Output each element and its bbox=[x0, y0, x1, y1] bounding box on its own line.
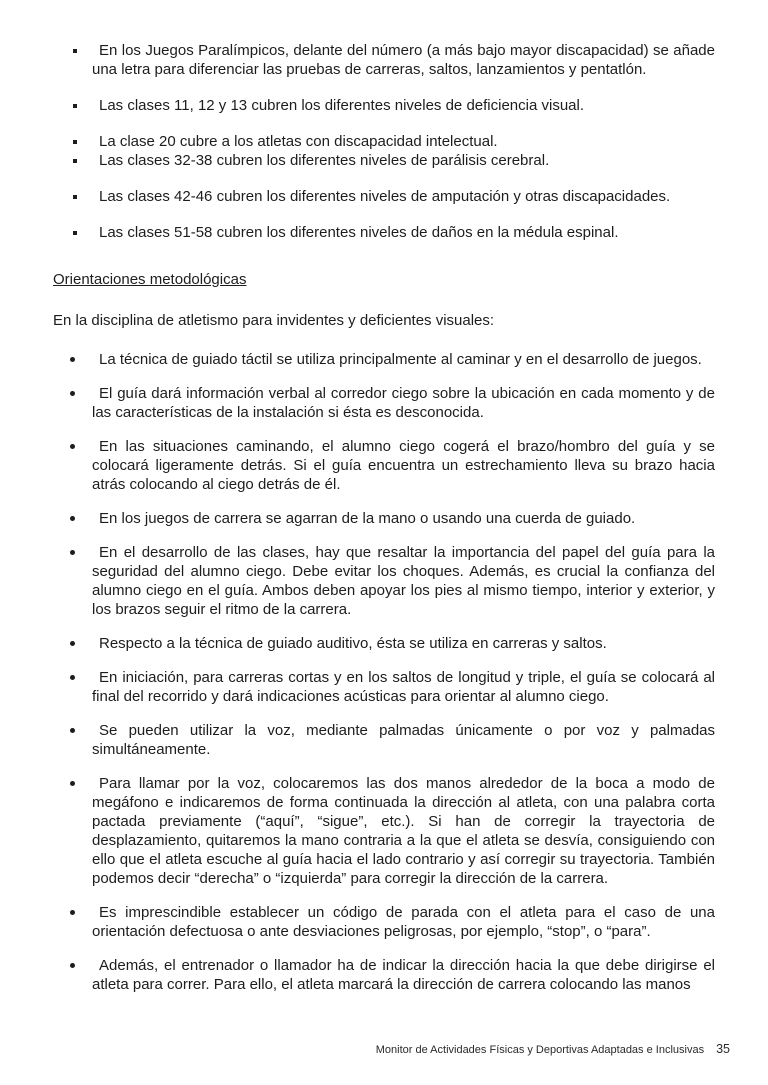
list-item-text: Las clases 32-38 cubren los diferentes niveles de parálisis cerebral. bbox=[99, 152, 550, 169]
list-item-text: Se pueden utilizar la voz, mediante palmadas únicamente o por voz y palmadas simultáneamente. bbox=[92, 722, 715, 758]
list-item-text: Además, el entrenador o llamador ha de indicar la dirección hacia la que debe dirigirse el atleta para correr. Para ello, el atleta marcará la dirección de carrera colocando las manos bbox=[92, 957, 715, 993]
list-item bbox=[53, 151, 715, 170]
page-footer bbox=[376, 1042, 730, 1057]
list-item bbox=[53, 956, 715, 994]
square-bullet-icon bbox=[73, 195, 77, 199]
list-item bbox=[53, 132, 715, 151]
round-bullet-icon bbox=[70, 444, 75, 449]
list-item-text: En las situaciones caminando, el alumno ciego cogerá el brazo/hombro del guía y se colocará ligeramente detrás. Si el guía encuentra un estrechamiento lleva su brazo hacia atrás colocando al ciego detrás de él. bbox=[92, 438, 715, 493]
list-item-text: Para llamar por la voz, colocaremos las dos manos alrededor de la boca a modo de megáfono e indicaremos de forma continuada la dirección al atleta, con una palabra corta pactada previamente (“aquí”, “sigue”, etc.). Si han de corregir la trayectoria de desplazamiento, quitaremos la mano contraria a la que el atleta se desvía, consiguiendo con ello que el atleta escuche al guía hacia el lado contrario y así corregir su trayectoria. También podemos decir “derecha” o “izquierda” para corregir la dirección de la carrera. bbox=[92, 775, 715, 887]
round-bullet-icon bbox=[70, 641, 75, 646]
round-bullet-icon bbox=[70, 910, 75, 915]
list-item-text: La clase 20 cubre a los atletas con discapacidad intelectual. bbox=[99, 133, 498, 150]
list-item bbox=[53, 41, 715, 79]
list-item-text: En iniciación, para carreras cortas y en los saltos de longitud y triple, el guía se colocará al final del recorrido y dará indicaciones acústicas para orientar al alumno ciego. bbox=[92, 669, 715, 705]
list-item bbox=[53, 437, 715, 494]
list-item bbox=[53, 634, 715, 653]
square-bullet-icon bbox=[73, 140, 77, 144]
list-item bbox=[53, 350, 715, 369]
classification-list bbox=[53, 41, 715, 242]
list-item-text: Las clases 51-58 cubren los diferentes niveles de daños en la médula espinal. bbox=[99, 224, 619, 241]
list-item-text: En el desarrollo de las clases, hay que resaltar la importancia del papel del guía para la seguridad del alumno ciego. Debe evitar los choques. Además, es crucial la confianza del alumno ciego en el guía. Ambos deben apoyar los pies al mismo tiempo, interior y exterior, y los brazos seguir el ritmo de la carrera. bbox=[92, 544, 715, 618]
intro-paragraph: En la disciplina de atletismo para invidentes y deficientes visuales: bbox=[53, 312, 495, 329]
list-item bbox=[53, 668, 715, 706]
list-item-text: Respecto a la técnica de guiado auditivo, ésta se utiliza en carreras y saltos. bbox=[99, 635, 607, 652]
square-bullet-icon bbox=[73, 231, 77, 235]
square-bullet-icon bbox=[73, 104, 77, 108]
list-item bbox=[53, 223, 715, 242]
page-number: 35 bbox=[716, 1042, 730, 1056]
list-item-text: Las clases 11, 12 y 13 cubren los diferentes niveles de deficiencia visual. bbox=[99, 97, 585, 114]
list-item bbox=[53, 721, 715, 759]
list-item-text: En los juegos de carrera se agarran de la mano o usando una cuerda de guiado. bbox=[99, 510, 636, 527]
square-bullet-icon bbox=[73, 49, 77, 53]
list-item-text: Es imprescindible establecer un código de parada con el atleta para el caso de una orientación defectuosa o ante desviaciones peligrosas, por ejemplo, “stop”, o “para”. bbox=[92, 904, 715, 940]
section-heading: Orientaciones metodológicas bbox=[53, 271, 247, 288]
square-bullet-icon bbox=[73, 159, 77, 163]
round-bullet-icon bbox=[70, 781, 75, 786]
round-bullet-icon bbox=[70, 728, 75, 733]
list-item bbox=[53, 96, 715, 115]
list-item bbox=[53, 187, 715, 206]
list-item bbox=[53, 903, 715, 941]
list-item-text: En los Juegos Paralímpicos, delante del número (a más bajo mayor discapacidad) se añade una letra para diferenciar las pruebas de carreras, saltos, lanzamientos y pentatlón. bbox=[92, 42, 715, 78]
round-bullet-icon bbox=[70, 516, 75, 521]
methodology-list bbox=[53, 350, 715, 994]
list-item bbox=[53, 543, 715, 619]
list-item-text: El guía dará información verbal al corredor ciego sobre la ubicación en cada momento y de las características de la instalación si ésta es desconocida. bbox=[92, 385, 715, 421]
list-item-text: La técnica de guiado táctil se utiliza principalmente al caminar y en el desarrollo de juegos. bbox=[99, 351, 702, 368]
round-bullet-icon bbox=[70, 357, 75, 362]
round-bullet-icon bbox=[70, 550, 75, 555]
footer-title: Monitor de Actividades Físicas y Deportivas Adaptadas e Inclusivas bbox=[375, 1044, 705, 1056]
list-item bbox=[53, 774, 715, 888]
round-bullet-icon bbox=[70, 675, 75, 680]
round-bullet-icon bbox=[70, 391, 75, 396]
list-item-text: Las clases 42-46 cubren los diferentes niveles de amputación y otras discapacidades. bbox=[99, 188, 671, 205]
list-item bbox=[53, 509, 715, 528]
list-item bbox=[53, 384, 715, 422]
round-bullet-icon bbox=[70, 963, 75, 968]
